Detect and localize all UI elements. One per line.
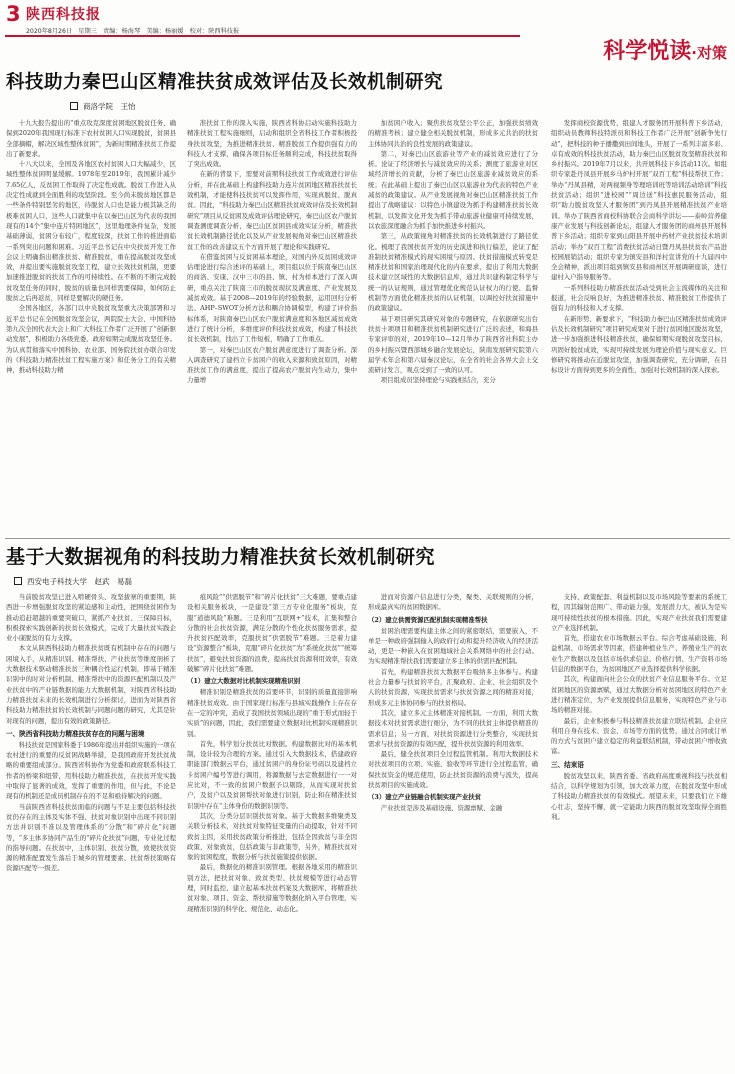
paragraph: 当前陕西省科技扶贫面临的问题与不足主要包括科技扶贫仍存在的主体及实体不强、扶贫对象识别中出现不同识别方法并识别不准以及管理体系的“分散”和“碎片化”问题等，“多主体多协同产品生的“碎片化扶贫”问题，专业化过程的指导问题。在扶贫中，主体识别、扶贫分散，致使扶贫资源的精准配置发生落后于城乡的管理要素、扶贫帮扶策略有资源匹配等一级差。 xyxy=(6,802,176,873)
paragraph: 当前脱贫攻坚已进入啃硬骨头、攻坚拔寨的重要期，陕西进一步增强脱贫攻坚的紧迫感和主动性，把围绕贫困作为推动追赶超越的重要突破口，紧抓产业扶贫、三保障目标，积极探索实践创新的扶贫长效模式，完成了大量扶贫实践企业小康脱贫的有力支撑。 xyxy=(6,593,176,643)
paragraph: 最后，企业积极参与科技精准扶贫建立联结机制。企业应利用自身在技术、资金、市场等方面的优势，通过合同或订单的方式与贫困户建立稳定的利益联结机制，带动贫困户增收致富。 xyxy=(551,716,727,756)
article1-authors: 商洛学院 王怡 xyxy=(83,102,136,111)
article2-column-2 xyxy=(187,592,357,1070)
paragraph: 全国各地区，各部门以中央脱贫攻坚重大决策部署和习近平总书记在全国脱贫攻坚会议，两院院士大会、中国科协第九次全国代表大会上和广大科技工作者广泛开展了“创新驱动发展”，积极助力各级党委、政府如期完成脱贫攻坚任务。为认真贯彻落实中国科协、农业部、国务院扶贫办联合印发的《科技助力精准扶贫工程实施方案》和任务分工的有关精神，推动科技助力精 xyxy=(6,304,176,375)
article2-column-1 xyxy=(6,592,176,1070)
article2-title: 基于大数据视角的科技助力精准扶贫长效机制研究 xyxy=(6,546,436,568)
paragraph: 第三，从政策视角对精准扶贫的长效机制进行了路径优化。梳理了我国扶贫开发的历史演进和执行偏差，论证了配准制扶贫精准模式的现实困境与原因。扶贫措施模式转变是精准扶贫和国家治理现代化的内在要求，提出了利用大数据技术建立区域性的大数据信息库，通过共识建构制定科学与统一的认证规则，通过管理优化规范认证权力的行使、监督机制等方面优化精准扶贫的认证机制，以调控好扶贫措施中的政策建议。 xyxy=(368,232,538,313)
article2-byline xyxy=(14,576,132,587)
article1-column-4 xyxy=(551,118,727,532)
paragraph: 本文从陕西科技助力精准扶贫既有机制中存在的问题与困境入手，从精准识别、精准帮扶、产业扶贫等维度剖析了大数据技术驱动精准扶贫三种耦合性运行机制，即基于精准识别中的时对分析机制、精准帮扶中的资源匹配机制以及产业扶贫中的产业链数据的能力大数据机制，对陕西省科技助力精准扶贫未来的长效机制进行分析探讨，进而为对陕西省科技助力精准扶贫的长效机制与同题问题的研究，尤其是针对现有的问题，提出有效的政策路径。 xyxy=(6,644,176,725)
article1-column-2 xyxy=(187,118,357,532)
paragraph: 项目组成员坚持理论与实践相结合，充分 xyxy=(380,376,496,385)
paragraph: 一系列科技助力精准扶贫活动受到社会主流媒体的关注和报道，社会反响良好，为推进精准扶贫、精准脱贫工作提供了强有力的科技和人才支撑。 xyxy=(551,283,727,313)
paragraph: 在借鉴贫困与反贫困基本理论，对国内外反贫困成效评估理论进行综合述评的基础上，项目组以位于陕南秦巴山区的商洛、安康、汉中三市的县、镇、村为样本进行了深入调研，重点关注了陕南三市的脱贫现状及满意度、产业发展及减贫成效。基于2008—2019年的经验数据，运用回归分析法、AHP–SWOT分析方法和耦合协调模型，构建了评价指标体系，对陕南秦巴山区农户脱贫满意度和各地区减贫成效进行了统计分析，多维度评价科技扶贫成效，构建了科技扶贫长效机制，找出了工作短板，明确了工作重点。 xyxy=(187,252,357,344)
article1-byline xyxy=(70,101,136,112)
section-subtitle: ·对策 xyxy=(691,44,727,62)
header-rule xyxy=(5,35,520,37)
paragraph: 在新形势、新要求下，“科技助力秦巴山区精准扶贫成效评估及长效机制研究”项目研究成果对于进行贫困地区脱贫攻坚，进一步加强推进科技精准扶贫，确保如期实现脱贫攻坚目标，巩固好脱贫成效，实现可持续发展为理论价值与现实意义。巨修研究将推动在近脱贫攻坚，加强调查研究，充分调研，在目标设计方面得到更多的全面性，加强对长效机制的深入探索。 xyxy=(551,314,727,375)
paragraph: 产业扶贫是涉及基础设施、资源禀赋、金融 xyxy=(380,804,503,813)
paragraph: 脱贫攻坚以来，陕西省委、省政府高度重视科技与扶贫相结合，以科学规划为引领，加大改革力度，在脱贫攻坚中形成了科技助力精准扶贫的有效模式。展望未来，只要我们立下雄心壮志，坚持不懈，就一定能助力陕西的脱贫攻坚取得全面胜利。 xyxy=(551,771,727,821)
paragraph: 十九大报告提出的“重点攻克深度贫困地区脱贫任务，确保到2020年我国现行标准下农村贫困人口实现脱贫，贫困县全部摘帽，解决区域性整体贫困”，为新时期精准扶贫工作提出了新要求。 xyxy=(6,119,176,158)
article1-title: 科技助力秦巴山区精准扶贫成效评估及长效机制研究 xyxy=(6,72,444,93)
paragraph: 首先，构建精准扶贫大数据平台吸纳多主体参与。构建社会力量参与扶贫的平台，汇聚政府、企业、社会组织及个人的扶贫资源，实现扶贫需求与扶贫资源之间的精准对接，形成多元主体协同参与的扶贫格局。 xyxy=(368,667,538,707)
article-divider xyxy=(5,538,730,539)
section-banner xyxy=(603,34,727,65)
paragraph: 基于项目研究其研究对象的专题研究，在依据研究出台扶贫十项项目和精准扶贫机制研究进行广泛的表述，和海县专家评审的对，2019年10—12月举办了陕西省社科院主办的乡村振兴暨西部城乡融合发展论坛，陕南发展研究院第六届学术年会和第六届秦汉论坛，在全省的社会各界大会上交流研讨发言，观点受到了一致的认可。 xyxy=(368,314,538,375)
section-heading: 三、结束语 xyxy=(551,760,584,769)
dateline: 2020年8月26日 星期三 责编：杨海琴 美编：杨丽媛 校对：陕西科技报 xyxy=(26,28,240,35)
paragraph: 支持、政策配套、利益机制以及市场风险等要素的系统工程，因其辐射范围广、带动能力强，发展潜力大，被认为是实现可持续性扶贫的根本措施。因此，实现产业扶贫我们需要建立产业选择机制。 xyxy=(551,593,727,632)
paragraph: 其次，构建面向社会公众的扶贫产业信息服务平台。立足贫困地区的资源禀赋，通过大数据分析对贫困地区的特色产业进行精准定位，为产业发展提供信息服务，实现特色产业与市场的精准对接。 xyxy=(551,675,727,715)
subsection-heading: （3）建立产业链融合机制实现产业扶贫 xyxy=(368,793,482,802)
paragraph: 贫困治理需要构建主体之间的紧密联结，需要嵌入，不单是一种政府强制输入的政府行动和提升经济收入的经济活动，更是一种嵌入在贫困地域社会关系网络中的社会行动。为实现精准帮扶我们需要建立多主体的供需匹配机制。 xyxy=(368,626,538,666)
page-header xyxy=(0,0,735,68)
paragraph: 第一，对秦巴山区农户脱贫满意度进行了调查分析。深入调查研究了建档立卡贫困户的收入来源和致贫原因，对精准扶贫工作的满意度，提出了提高农户脱贫内生动力，集中力量增 xyxy=(187,345,357,385)
paper-name: 陕西科技报 xyxy=(26,7,101,23)
paragraph: 十八大以来，全国及各地区农村贫困人口大幅减少，区域性整体贫困明显缓解。1978年至2019年，我国累计减少7.65亿人，反贫困工作取得了决定性成就。脱贫工作进入从决定性成就到全面胜利的攻坚阶段。至今尚未脱贫地区都是一些条件特别恶劣的地区，待脱贫人口也是能力极其缺乏的极难贫困人口，这些人口就集中在以秦巴山区为代表的我国现有的14个“集中连片特困地区”，这里地理条件复杂，发展基础薄弱，贫困分布较广，程度较深，扶贫工作的推进面临一系列突出问题和困难。习近平总书记在中央扶贫开发工作会议上明确指出精准扶贫、精准脱贫，重在提高脱贫攻坚成效，并提出要实施脱贫攻坚工程，建立长效扶贫机制，更要加速推进脱贫的扶贫工作的可持续性。在不断的不断完成脱贫攻坚任务的同时，脱贫的质量也同样需要保障，如何防止脱贫之后再返贫，同样是要解决的硬任务。 xyxy=(6,160,176,303)
square-icon xyxy=(70,102,78,110)
page-number: 3 xyxy=(6,2,21,26)
paragraph: 发挥商校资源优势，组建人才服务团开展科普下乡活动，组织动员教师科技特派员和科技工作者广泛开展“创新争先行动”，把科技的种子播撒到田间地头，开展了一系列丰富多彩、卓有成效的科技扶贫活动，助力秦巴山区脱贫攻坚精准扶贫和乡村振兴。2019年7月以来，共开展科技下乡活动11次。如组织专家赴丹凤县开展乡马炉村开展“双百工程”科技帮扶工作；举办“丹凤县精，对两视频身等理培训班等培训活动培训”科技扶贫活动；组织“进校园”“周边送”科技惠民服务活动，组织“助力脱贫攻坚人才服务团”到丹凤县开展精准扶贫产业培训。举办了陕西省商校科协联合会商科学讲坛——泰岭营养健康产业发展与科技创新论坛，组建人才服务团的商州县开展科普下乡活动；组织专家到山阳县开展中药材产业扶贫技术培训活动；举办“双百工程”消费扶贫活动日暨丹凤县扶贫农产品进校园展销活动；组织专家为镇安县和洋村宣讲党的十九届四中全会精神，派出项目组到镇安县和商州区开展调研座谈，进行建村入户指导服务等。 xyxy=(551,119,727,282)
article2-authors: 西安电子科技大学 赵武 易磊 xyxy=(27,577,132,586)
paragraph: 最后，健全扶贫项目全过程监管机制。利用大数据技术对扶贫项目的立项、实施、验收等环节进行全过程监管，确保扶贫资金的规范使用，防止扶贫资源的浪费与流失，提高扶贫项目的实施成效。 xyxy=(368,750,538,790)
article1-column-3 xyxy=(368,118,538,532)
paragraph: 进而对资源户信息进行分类，聚类、关联规则的分析，形成最真实的贫困数据库。 xyxy=(368,593,538,612)
subsection-heading: （2）建立供需资源匹配机制实现精准帮扶 xyxy=(368,615,488,624)
square-icon xyxy=(14,577,22,585)
paragraph: 科技扶贫是国家科委于1986年提出并组织实施的一项在农村进行的重要的反贫困战略举措，是我国政府开发扶贫战略的重要组成部分。陕西省科协作为党委和政府联系科技工作者的桥梁和纽带，用科技助力精准扶贫，在扶贫开发实践中取得了显著的成效，发挥了重要的作用，但与此，不论是现有的机制还是成员机制存在的不足和亟待解决的问题。 xyxy=(6,740,176,801)
paragraph: 其次，建立多元主体精准对接机制。一方面，利用大数据技术对扶贫需求进行细分，为不同的扶贫主体提供精准的需求信息；另一方面，对扶贫资源进行分类整合，实现扶贫需求与扶贫资源的有效匹配，提升扶贫资源的利用效率。 xyxy=(368,708,538,748)
paragraph: 最后，数据化的精准识别管理。根据各地采用的精准识别方法，把扶贫对象、致贫类型、扶贫规模等进行动态管理，同时监控、建立起基本扶贫档案及大数据库，将精准扶贫对象、项目、资金、帮扶措施等数据化纳入平台管理，实现精准识别的科学化、规范化、动态化。 xyxy=(187,863,357,913)
section-heading: 一、陕西省科技助力精准扶贫存在的问题与困境 xyxy=(6,729,145,738)
paragraph: 第二，对秦巴山区旅游业等产业的减贫效应进行了分析。论证了经济增长与减贫效应的关系；测度了旅游业对区域经济增长的贡献，分析了秦巴山区旅游业减贫效应的系统；在此基础上提出了秦巴山区以旅游业为代表的特色产业减贫的政策建议。从产业发展视角对秦巴山区精准扶贫工作提出了战略建议：以特色小镇建设为抓手构建精准扶贫长效机制，以发挥文化开发为抓手带动旅游业健康可持续发展，以农旅深度融合为抓手加快推进乡村振兴。 xyxy=(368,149,538,230)
section-title: 科学悦读 xyxy=(603,39,692,64)
paragraph: 精准识别是精准扶贫的首要环节，识别的质量直接影响精准扶贫成效。由于国家现行标准与县域实践操作上存在存在一定的冲突，造成了我国扶贫领域出现的“重于形式而轻于实质”的问题，因此，我们需要建立数据对比机制实现精准识别。 xyxy=(187,688,357,738)
paragraph: 痕风险”“供需脱节”和“碎片化扶贫”三大难题，要重点建设相关服务板块，一是建设“第三方专业化服务”板块，克服“道德风险”难题。三是利用“互联网+”技术，汇集和整合分散的社会扶贫资源，满足分散的个性化扶贫服务需求，提升扶贫匹配效率，克服扶贫“供需脱节”难题。三是着力建设“资源整合”板块，克服“碎片化扶贫”为“系统化扶贫”“统筹扶贫”，避免扶贫资源的浪费，提高扶贫资源利用效率，有效破解“碎片化扶贫”难题。 xyxy=(187,593,357,674)
article2-column-3 xyxy=(368,592,538,1070)
article2-column-4 xyxy=(551,592,727,1070)
paragraph: 准扶贫工作的深入实施，陕西省科协启动实施科技助力精准扶贫工程实施细则，启动和组织全省科技工作者积极投身扶贫攻坚，为推进精准扶贫、精准脱贫工作提供强有力的科技人才支撑，确保各项目标任务顺利完成，科技扶贫取得了突出成效。 xyxy=(187,119,357,169)
paragraph: 加贫困户收入；聚焦扶贫攻坚公平公正，加强扶贫绩效的精准考核；建立健全相关脱贫机制，形成多元共治的扶贫主体协同共治的良性发展的政策建议。 xyxy=(368,119,538,148)
paragraph: 其次，分类分层识别扶贫对象。基于大数据多维聚类及关联分析技术，对扶贫对象特征变量的自动提取，针对不同致贫主因，采用扶贫政策分析推进，包括全因致贫与非全因政策，对象致贫，包括政策与非政策等，另外，精准扶贫对象的贫困程度，数据分析与扶贫施策提供依据。 xyxy=(187,811,357,862)
paragraph: 首先，搭建农业市场数据云平台。综合考虑基础设施、利益机制、市场需求等因素，搭建种植业生产、养殖业生产的农业生产数据以及包括市场供求信息、价格行情、生产资料市场信息的数据平台，为贫困地区产业选择提供科学依据。 xyxy=(551,634,727,674)
paragraph: 在新的背景下，需要对前期科技扶贫工作成效进行评估分析，并在此基础上构建科技助力连片贫困地区精准扶贫长效机制，才能使科技扶贫可以发挥作用，实现真脱贫、脱真贫。因此，“科技助力秦巴山区精准扶贫成效评估及长效机制研究”项目从反贫困及成效评估理论研究，秦巴山区农户脱贫调查测度调查分析，秦巴山区贫困县成效实证分析，精准扶贫长效机制路径优化以及从产业发展视角对秦巴山区精准扶贫工作的改善建议五个方面开展了理论和实践研究。 xyxy=(187,170,357,251)
paragraph: 首先，科学划分扶贫比对数据。构建数据比对的基本机制，设计较为合理的方案。通过引入大数据技术，搭建政府职能部门数据云平台，通过贫困户的身份证号码以及建档立卡贫困户编号等进行调用，将源数据与去定数据进行一一对应比对，不一致的贫困户数据予以剔除，从而实现对扶贫户，及贫户以及贫困帮扶对象进行识别，防止和在精准扶贫识别中存在“主体身份的数据识别等。 xyxy=(187,739,357,810)
article1-column-1 xyxy=(6,118,176,532)
subsection-heading: （1）建立大数据对比机制实现精准识别 xyxy=(187,677,301,686)
